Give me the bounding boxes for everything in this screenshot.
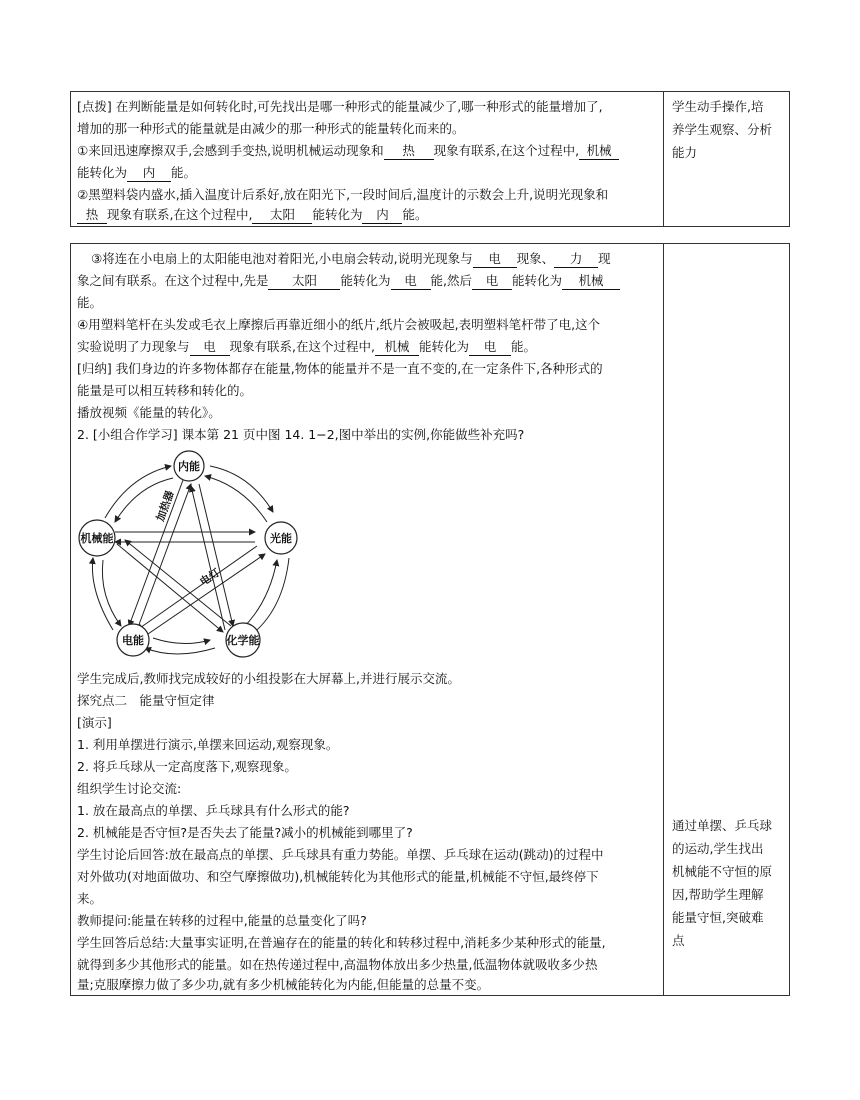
text-line: [归纳] 我们身边的许多物体都存在能量,物体的能量并不是一直不变的,在一定条件下,各种形式的 [77,361,603,376]
node-electric-energy: 电能 [122,634,144,647]
text-line: [演示] [77,715,112,730]
text-line: 能量守恒,突破难 [672,910,764,925]
answer-blank: 电 [472,273,512,290]
text-line: 播放视频《能量的转化》。 [77,405,221,420]
heater-label: 加热器 [154,489,177,524]
answer-blank: 电 [190,339,230,356]
text-line: 热 现象有联系,在这个过程中, 太阳 能转化为 内 能。 [77,204,427,226]
answer-blank: 内 [362,207,402,224]
text-line: 增加的那一种形式的能量就是由减少的那一种形式的能量转化而来的。 [77,121,465,136]
text-line: 学生完成后,教师找完成较好的小组投影在大屏幕上,并进行展示交流。 [77,671,460,686]
answer-blank: 电 [473,251,517,268]
text-line: 养学生观察、分析 [672,122,773,137]
text-line: 能转化为 内 能。 [77,165,197,180]
answer-blank: 内 [127,165,171,182]
text-line: 的运动,学生找出 [672,841,764,856]
text-line: 1. 放在最高点的单摆、乒乓球具有什么形式的能? [77,803,350,818]
text-line: 能量是可以相互转移和转化的。 [77,383,253,398]
answer-blank: 力 [554,251,598,268]
text-line: 来。 [77,891,103,906]
design-intent-cell [663,244,789,995]
node-light-energy: 光能 [270,532,292,545]
text-line: ①来回迅速摩擦双手,会感到手变热,说明机械运动现象和 热 现象有联系,在这个过程中, 机械 [77,140,619,162]
text-line: 教师提问:能量在转移的过程中,能量的总量变化了吗? [77,913,367,928]
text-line: 象之间有联系。在这个过程中,先是 太阳 能转化为 电 能,然后 电 能转化为 机械 [77,270,620,292]
text-line: 能。 [77,295,103,310]
text-line: 学生讨论后回答:放在最高点的单摆、乒乓球具有重力势能。单摆、乒乓球在运动(跳动)的过程中 [77,847,604,862]
answer-blank: 机械 [579,143,619,160]
answer-blank: 机械 [562,273,620,290]
text-line: 就得到多少其他形式的能量。如在热传递过程中,高温物体放出多少热量,低温物体就吸收多少热 [77,957,598,972]
answer-blank: 电 [391,273,431,290]
text-line: [点拨] 在判断能量是如何转化时,可先找出是哪一种形式的能量减少了,哪一种形式的能量增加了, [77,99,603,114]
text-line: ②黑塑料袋内盛水,插入温度计后系好,放在阳光下,一段时间后,温度计的示数会上升,说明光现象和 [77,187,609,202]
text-line: ④用塑料笔杆在头发或毛衣上摩擦后再靠近细小的纸片,纸片会被吸起,表明塑料笔杆带了电,这个 [77,317,601,332]
text-line: 实验说明了力现象与 电 现象有联系,在这个过程中, 机械 能转化为 电 能。 [77,339,536,354]
text-line: 量;克服摩擦力做了多少功,就有多少机械能转化为内能,但能量的总量不变。 [77,977,490,992]
text-line: 点 [672,933,685,948]
text-line: 能力 [672,145,698,160]
text-line: 1. 利用单摆进行演示,单摆来回运动,观察现象。 [77,737,339,752]
text-line: 学生回答后总结:大量事实证明,在普遍存在的能量的转化和转移过程中,消耗多少某种形式的能量, [77,935,606,950]
answer-blank: 太阳 [252,207,312,224]
lesson-table-1 [70,91,790,227]
teaching-content-cell [71,244,663,995]
answer-blank: 热 [384,143,434,160]
answer-blank: 机械 [375,339,419,356]
text-line: 2. 机械能是否守恒?是否失去了能量?减小的机械能到哪里了? [77,825,413,840]
node-mechanical-energy: 机械能 [80,532,114,545]
text-line: 因,帮助学生理解 [672,887,764,902]
lamp-label: 电灯 [197,566,223,589]
text-line: 学生动手操作,培 [672,99,764,114]
answer-blank: 电 [469,339,511,356]
teaching-content-cell [71,92,663,226]
node-chemical-energy: 化学能 [226,634,260,647]
text-line: ③将连在小电扇上的太阳能电池对着阳光,小电扇会转动,说明光现象与 电 现象、 力 现 [91,251,611,266]
text-line: 组织学生讨论交流: [77,781,182,796]
text-line: 通过单摆、乒乓球 [672,818,773,833]
lesson-table-2 [70,243,790,996]
design-intent-cell [663,92,789,226]
text-line: 对外做功(对地面做功、和空气摩擦做功),机械能转化为其他形式的能量,机械能不守恒,最终停下 [77,869,599,884]
answer-blank: 太阳 [268,273,340,290]
section-heading: 探究点二 能量守恒定律 [77,693,215,708]
node-internal-energy: 内能 [178,460,200,473]
text-line: 机械能不守恒的原 [672,864,773,879]
energy-conversion-diagram [75,450,315,662]
answer-blank: 热 [77,207,107,224]
text-line: 2. [小组合作学习] 课本第 21 页中图 14. 1−2,图中举出的实例,你能做些补充吗? [77,427,525,442]
text-line: 2. 将乒乓球从一定高度落下,观察现象。 [77,759,297,774]
